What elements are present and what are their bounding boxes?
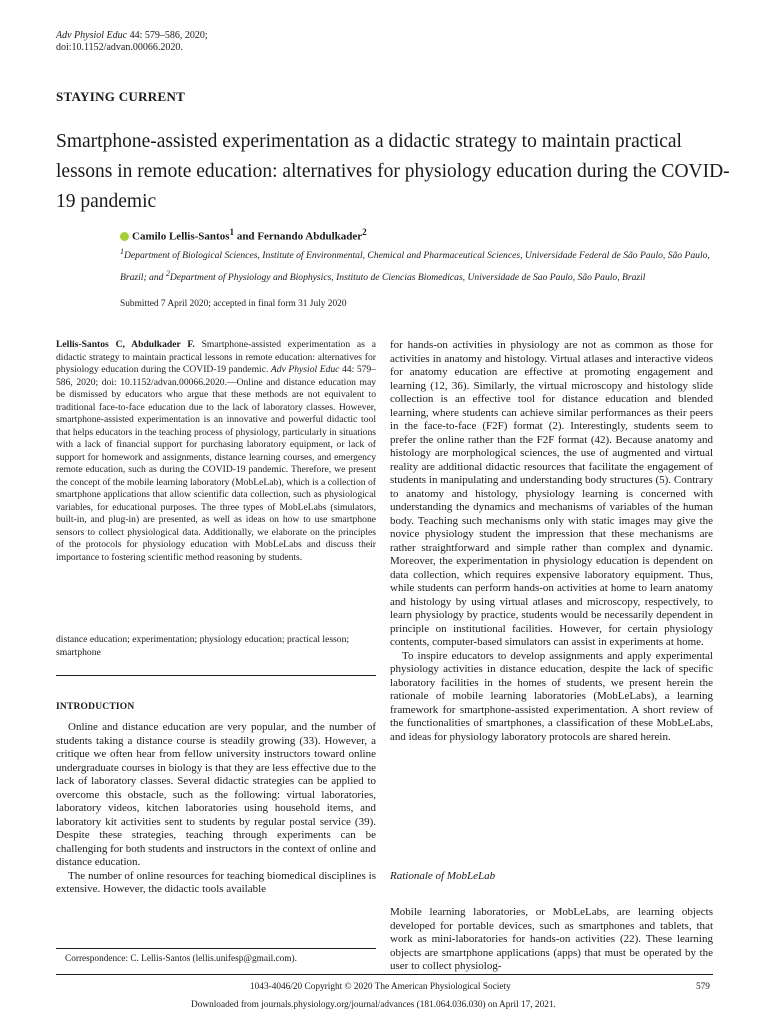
abstract-body: 44: 579–586, 2020; doi: 10.1152/advan.00066.2020.—Online and distance education may be dismissed by educators who argue that these methods are not equivalent to traditional face-to-face education due to the lack of laboratory classes. However, smartphone-assisted experimentation is an innovative and powerful didactic tool that helps educators in the teaching process of physiology, particularly in situations with a lack of financial support for purchasing laboratory equipment, or lack of support for homework and assignments, distance learning courses, and emergency remote education, such as during the COVID-19 pandemic. Therefore, we present the concept of the mobile learning laboratory (MobLeLab), which is a collection of smartphone applications that allow scientific data collection, such as physiological variables, for educational purposes. The three types of MobLeLabs (simulators, built-in, and plug-in) are presented, as well as ideas on how to use smartphone sensors to collect physiological data. Additionally, we elaborate on the principles of the protocols for physiology education with MobLeLabs and discuss their importance to fostering scientific method reasoning by students. xyxy=(56,364,377,563)
affiliations xyxy=(120,243,720,288)
doi[interactable]: doi:10.1152/advan.00066.2020. xyxy=(56,42,183,53)
section-tag: STAYING CURRENT xyxy=(56,89,186,104)
correspondence: Correspondence: C. Lellis-Santos (lellis.unifesp@gmail.com). xyxy=(65,954,297,964)
author-1-affil: 1 xyxy=(229,227,235,237)
right-paragraph-1: for hands-on activities in physiology are not as common as those for activities in anatomy and histology. Virtual atlases and interactive videos for anatomy education are effective at promoting engagement and learning (12, 36). Similarly, the virtual microscopy and histology slide collection is an effective tool for distance education and blended learning, where students can achieve similar performances as their peers in the face-to-face (F2F) format (2). Interestingly, students seem to prefer the online rather than the F2F format (42). Because anatomy and histology are morphological sciences, the use of augmented and virtual reality are additional didactic resources that facilitate the engagement of students in manipulating and understanding body structures (5). Contrary to anatomy and histology, physiology learning is concerned with understanding the dynamics and mechanisms of variables of the human body. Teaching such mechanisms only with static images may give the novice physiology student the impression that these mechanisms are rather straightforward and simple rather than complex and dynamic. Moreover, the experimentation in physiology education is dependent on data collection, which requires expensive laboratory equipment. Thus, while students can perform hands-on activities at home to learn anatomy and histology by using virtual atlases and microscopy, respectively, to learn physiology by practice, students would be necessarily dependent in principle on institutional facilities. However, for certain physiology contents, computer-based simulators can assist in experiments at home. xyxy=(390,339,713,648)
introduction-heading: INTRODUCTION xyxy=(56,702,135,712)
journal-citation xyxy=(56,30,208,54)
affil-1-marker: 1 xyxy=(120,247,124,256)
journal-name: Adv Physiol Educ xyxy=(56,30,128,41)
author-2-affil: 2 xyxy=(362,227,367,237)
keywords-divider xyxy=(56,675,376,676)
abstract-title: Smartphone-assisted experimentation as a didactic strategy to maintain practical lessons in remote education: alternatives for physiology education during the COVID-19 pandemic. xyxy=(56,339,376,375)
author-1[interactable]: Camilo Lellis-Santos xyxy=(132,230,230,243)
rationale-body xyxy=(390,895,713,985)
copyright: 1043-4046/20 Copyright © 2020 The American Physiological Society xyxy=(250,982,511,992)
page-number: 579 xyxy=(696,982,710,992)
abstract-journal: Adv Physiol Educ xyxy=(270,364,340,375)
affil-1: Department of Biological Sciences, Institute of Environmental, Chemical and Pharmaceutical Sciences, Universidade Federal de São Paulo, São Paulo, Brazil; and xyxy=(120,250,710,284)
intro-paragraph-1: Online and distance education are very popular, and the number of students taking a distance course is steadily growing (33). However, a critique we often hear from fellow university instructors toward online undergraduate courses in biology is that they are less effective due to the lack of laboratory classes. Several didactic strategies can be applied to overcome this obstacle, such as the following: virtual laboratories, laboratory videos, kitchen laboratories using household items, and laboratory kit activities sent to students by regular postal service (39). Despite these strategies, teaching through experiments can be challenging for both students and instructors in the context of online and distance education. xyxy=(56,721,376,868)
article-title: Smartphone-assisted experimentation as a didactic strategy to maintain practical lessons in remote education: alternatives for physiology education during the COVID-19 pandemic xyxy=(56,131,730,212)
author-and: and xyxy=(234,230,258,243)
right-column-body xyxy=(390,339,713,744)
abstract-authors: Lellis-Santos C, Abdulkader F. xyxy=(56,339,195,350)
right-paragraph-3: Mobile learning laboratories, or MobLeLabs, are learning objects developed for portable devices, such as smartphones and tablets, that work as mini-laboratories for hands-on activities (22). These learning objects are smartphone applications (apps) that must be operated by the user to collect physiolog- xyxy=(390,906,713,972)
citation-volume: 44: 579–586, 2020; xyxy=(129,30,208,41)
affil-2-marker: 2 xyxy=(165,269,170,279)
author-line xyxy=(120,227,367,243)
right-paragraph-2: To inspire educators to develop assignments and apply experimental physiology activities in distance education, despite the lack of specific laboratory facilities in the homes of students, we present herein the rationale of mobile learning laboratories (MobLeLabs), a learning framework for smartphone-assisted experimentation. A short review of the functionalities of smartphones, a classification of these MobLeLabs, and ideas for physiology laboratory protocols are shared herein. xyxy=(390,649,713,743)
keywords: distance education; experimentation; physiology education; practical lesson; smartphone xyxy=(56,634,350,658)
author-2[interactable]: Fernando Abdulkader xyxy=(257,230,363,243)
abstract xyxy=(56,339,376,564)
submission-dates: Submitted 7 April 2020; accepted in final form 31 July 2020 xyxy=(120,299,347,309)
intro-paragraph-2: The number of online resources for teaching biomedical disciplines is extensive. However, the didactic tools available xyxy=(56,869,376,895)
subheading-rationale: Rationale of MobLeLab xyxy=(390,870,496,882)
footer-divider xyxy=(56,974,713,975)
footnote-divider xyxy=(56,948,376,949)
orcid-icon[interactable] xyxy=(120,232,129,241)
introduction-body xyxy=(56,721,376,897)
affil-2: Department of Physiology and Biophysics, Instituto de Ciencias Biomedicas, Universidade de Sao Paulo, São Paulo, Brazil xyxy=(169,272,646,284)
download-notice: Downloaded from journals.physiology.org/journal/advances (181.064.036.030) on April 17, 2021. xyxy=(191,1000,556,1010)
